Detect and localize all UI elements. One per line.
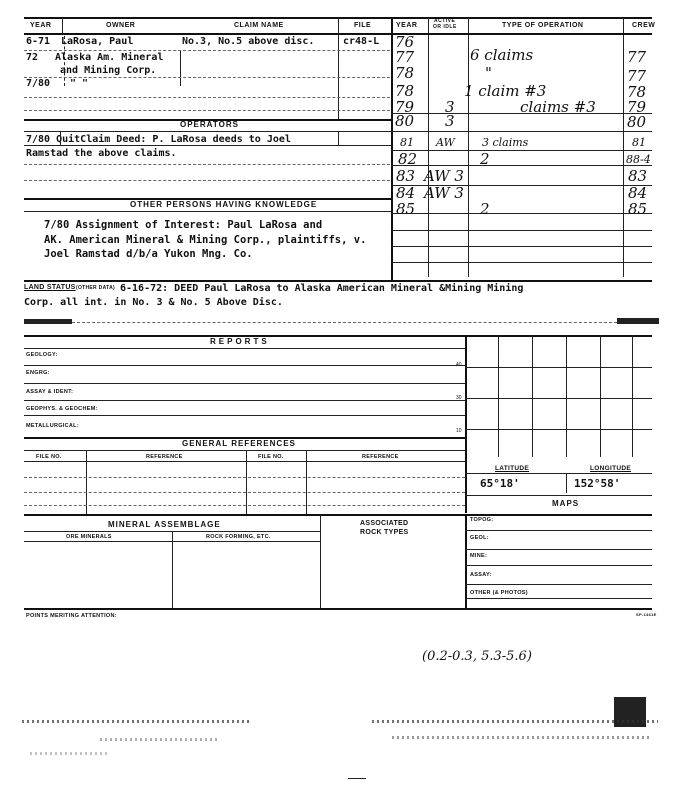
reports-row: ASSAY & IDENT: [26, 389, 74, 395]
header-year: YEAR [30, 22, 52, 29]
row-line [465, 495, 652, 496]
row-line [24, 541, 320, 542]
general-ref-col: FILE NO. [258, 454, 284, 460]
grid-line [498, 335, 499, 457]
latitude-value: 65°18' [480, 477, 520, 490]
grid-line [465, 367, 652, 368]
reports-row: ENGRG: [26, 370, 50, 376]
row-line [465, 549, 652, 550]
latitude-label: LATITUDE [495, 465, 530, 472]
col-divider [465, 514, 467, 608]
general-ref-col: REFERENCE [362, 454, 399, 460]
col-divider [465, 335, 467, 513]
claim-row-year: 72 [26, 52, 39, 63]
activity-active: 3 [445, 112, 455, 130]
activity-year: 78 [395, 64, 415, 82]
claim-row-owner: Alaska Am. Mineral [55, 52, 164, 63]
grid-line [465, 398, 652, 399]
reports-row: GEOPHYS. & GEOCHEM: [26, 406, 98, 412]
operators-title: OPERATORS [180, 120, 239, 129]
activity-year: 80 [395, 112, 415, 130]
reports-tick: 40 [456, 362, 462, 368]
header-act-year: YEAR [396, 22, 418, 29]
land-status-line: 6-16-72: DEED Paul LaRosa to Alaska American Mineral &Mining Mining [120, 283, 524, 294]
grid-line [600, 335, 601, 457]
activity-crew: 81 [632, 136, 646, 149]
row-line [24, 450, 465, 451]
other-persons-line: 7/80 Assignment of Interest: Paul LaRosa and [44, 219, 323, 231]
claim-row-year: 7/80 [26, 78, 51, 89]
section-line [24, 131, 391, 132]
col-divider [428, 17, 429, 277]
associated-rock-line: ROCK TYPES [360, 529, 409, 536]
col-divider [623, 17, 624, 277]
activity-crew: 85 [628, 200, 648, 218]
activity-type: " [485, 64, 492, 82]
activity-year: 82 [398, 150, 418, 168]
activity-active: 2 [480, 150, 490, 168]
longitude-label: LONGITUDE [590, 465, 631, 472]
other-persons-line: AK. American Mineral & Mining Corp., plaintiffs, v. [44, 234, 367, 246]
activity-crew: 88-4 [626, 153, 651, 166]
maps-row: ASSAY: [470, 572, 492, 578]
activity-crew: 78 [627, 83, 647, 101]
activity-active: AW [436, 136, 455, 149]
reports-tick: 10 [456, 428, 462, 434]
row-line [391, 165, 652, 166]
reports-row: METALLURGICAL: [26, 423, 79, 429]
maps-title: MAPS [552, 499, 580, 508]
claim-row-owner: and Mining Corp. [60, 65, 157, 76]
row-line [24, 400, 465, 401]
section-line [24, 514, 652, 516]
general-ref-col: FILE NO. [36, 454, 62, 460]
associated-rock-line: ASSOCIATED [360, 520, 409, 527]
general-references-title: GENERAL REFERENCES [182, 439, 296, 448]
row-line [24, 110, 390, 111]
longitude-value: 152°58' [574, 477, 621, 490]
other-persons-line: Joel Ramstad d/b/a Yukon Mng. Co. [44, 248, 253, 260]
other-persons-title: OTHER PERSONS HAVING KNOWLEDGE [130, 200, 318, 209]
col-divider [566, 473, 567, 493]
maps-row: GEOL: [470, 535, 489, 541]
scan-noise [22, 720, 252, 723]
row-line [391, 150, 652, 151]
header-claim-name: CLAIM NAME [234, 22, 284, 29]
scan-noise [392, 736, 652, 739]
claim-row-file: cr48-L [343, 36, 380, 47]
activity-crew: 79 [627, 98, 647, 116]
reports-tick: 30 [456, 395, 462, 401]
section-line [24, 335, 652, 337]
activity-year: 79 [395, 98, 415, 116]
grid-line [465, 429, 652, 430]
row-line [24, 505, 465, 506]
points-label: POINTS MERITING ATTENTION: [26, 613, 117, 619]
col-divider [172, 531, 173, 608]
maps-row: OTHER (& PHOTOS) [470, 590, 528, 596]
activity-year: 85 [396, 200, 416, 218]
activity-crew: 80 [627, 113, 647, 131]
land-status-sublabel: (OTHER DATA) [76, 285, 115, 291]
reports-title: REPORTS [210, 337, 270, 346]
center-divider [391, 17, 393, 281]
col-divider [60, 131, 61, 145]
row-line [391, 213, 652, 214]
col-divider [468, 17, 469, 277]
row-line [24, 415, 465, 416]
claim-row-name: No.3, No.5 above disc. [182, 36, 315, 47]
row-line [24, 348, 465, 349]
maps-row: TOPOG: [470, 517, 494, 523]
mineral-assemblage-title: MINERAL ASSEMBLAGE [108, 520, 221, 529]
activity-type: 6 claims [470, 46, 534, 64]
reports-row: GEOLOGY: [26, 352, 58, 358]
scan-smudge [617, 318, 659, 324]
handwritten-note: (0.2-0.3, 5.3-5.6) [422, 649, 532, 664]
claim-row-owner: LaRosa, Paul [61, 36, 134, 47]
row-line [24, 145, 391, 146]
row-line [465, 584, 652, 585]
header-crew: CREW [632, 22, 656, 29]
row-line [24, 461, 465, 462]
activity-crew: 84 [628, 184, 648, 202]
activity-active: 2 [480, 200, 490, 218]
land-status-label: LAND STATUS [24, 284, 76, 291]
activity-type: 3 claims [482, 136, 529, 149]
row-line [465, 473, 652, 474]
col-divider [320, 514, 321, 608]
activity-type: claims #3 [520, 98, 596, 116]
header-owner: OWNER [106, 22, 136, 29]
row-line [24, 97, 390, 98]
row-line [465, 565, 652, 566]
activity-year: 78 [395, 82, 415, 100]
ore-minerals-label: ORE MINERALS [66, 534, 112, 540]
section-line [24, 280, 652, 282]
col-divider [180, 50, 181, 86]
activity-crew: 77 [627, 67, 647, 85]
header-or-idle: OR IDLE [433, 24, 457, 30]
row-line [465, 598, 652, 599]
section-line [24, 211, 391, 212]
activity-year: 76 [395, 33, 415, 51]
activity-type: 1 claim #3 [464, 82, 547, 100]
row-line [72, 322, 617, 323]
row-line [24, 164, 390, 165]
header-file: FILE [354, 22, 372, 29]
row-line [391, 246, 652, 247]
scan-mark [348, 778, 366, 779]
row-line [465, 530, 652, 531]
activity-active: 3 [445, 98, 455, 116]
scan-smudge [24, 319, 72, 324]
land-status-line: Corp. all int. in No. 3 & No. 5 Above Disc. [24, 297, 283, 308]
row-line [24, 365, 465, 366]
scan-noise [100, 738, 220, 741]
row-line [24, 180, 390, 181]
row-line [391, 262, 652, 263]
general-ref-col: REFERENCE [146, 454, 183, 460]
header-type-operation: TYPE OF OPERATION [502, 22, 584, 29]
activity-year: 81 [400, 136, 414, 149]
operators-line: 7/80 QuitClaim Deed: P. LaRosa deeds to Joel [26, 134, 291, 145]
row-line [24, 50, 390, 51]
col-divider [338, 17, 339, 33]
activity-year: 77 [395, 48, 415, 66]
col-divider [338, 33, 339, 119]
activity-crew: 83 [628, 167, 648, 185]
rock-forming-label: ROCK FORMING, ETC. [206, 534, 271, 540]
scan-noise [30, 752, 110, 755]
grid-line [532, 335, 533, 457]
operators-line: Ramstad the above claims. [26, 148, 177, 159]
col-divider [338, 131, 339, 145]
row-line [24, 492, 465, 493]
row-line [391, 131, 652, 132]
activity-crew: 77 [627, 48, 647, 66]
section-line [24, 608, 652, 610]
claim-row-year: 6-71 [26, 36, 51, 47]
row-line [24, 477, 465, 478]
row-line [24, 383, 465, 384]
scan-noise [372, 720, 658, 723]
activity-active: AW 3 [424, 167, 464, 185]
header-active: ACTIVE [434, 18, 456, 24]
activity-active: AW 3 [424, 184, 464, 202]
grid-line [566, 335, 567, 457]
claim-row-owner: " " [70, 78, 89, 89]
activity-year: 83 [396, 167, 416, 185]
maps-row: MINE: [470, 553, 488, 559]
activity-year: 84 [396, 184, 416, 202]
form-number: SP-1461E [636, 612, 657, 617]
col-divider [62, 17, 63, 33]
row-line [391, 230, 652, 231]
grid-line [632, 335, 633, 457]
